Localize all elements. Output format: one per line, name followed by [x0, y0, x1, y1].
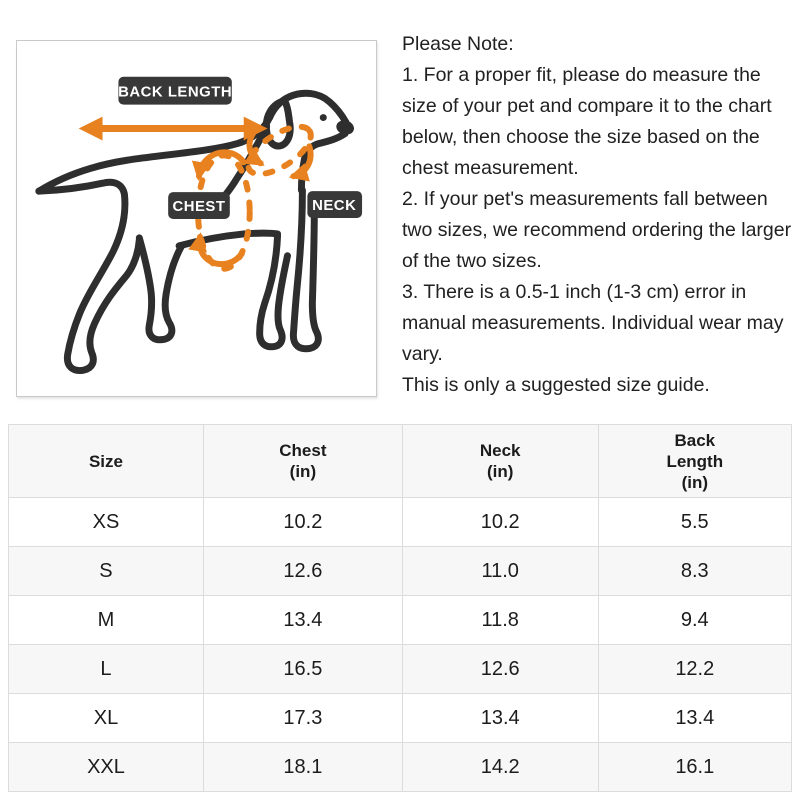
- cell-chest: 10.2: [203, 498, 402, 547]
- back-length-arrow: [79, 117, 268, 141]
- cell-chest: 12.6: [203, 547, 402, 596]
- table-row-xl: [9, 694, 792, 743]
- cell-back-length: 8.3: [598, 547, 791, 596]
- size-table: [8, 424, 792, 792]
- cell-size: XL: [9, 694, 204, 743]
- cell-back-length: 13.4: [598, 694, 791, 743]
- cell-size: XXL: [9, 743, 204, 792]
- cell-chest: 17.3: [203, 694, 402, 743]
- dog-outline: [39, 93, 346, 370]
- note-footer: This is only a suggested size guide.: [402, 374, 710, 396]
- size-diagram: [16, 40, 377, 397]
- table-row-m: [9, 596, 792, 645]
- cell-chest: 18.1: [203, 743, 402, 792]
- col-header-size: Size: [9, 425, 204, 498]
- table-row-l: [9, 645, 792, 694]
- table-header-row: [9, 425, 792, 498]
- note-text: [402, 29, 794, 401]
- col-header-neck: Neck (in): [402, 425, 598, 498]
- cell-back-length: 12.2: [598, 645, 791, 694]
- cell-back-length: 9.4: [598, 596, 791, 645]
- neck-label-text: NECK: [312, 198, 357, 215]
- cell-chest: 16.5: [203, 645, 402, 694]
- table-row-xxl: [9, 743, 792, 792]
- cell-chest: 13.4: [203, 596, 402, 645]
- col-header-chest: Chest (in): [203, 425, 402, 498]
- note-item-1: 1. For a proper fit, please do measure the size of your pet and compare it to the chart below, then choose the size based on the chest measurement.: [402, 64, 772, 179]
- cell-size: S: [9, 547, 204, 596]
- cell-back-length: 5.5: [598, 498, 791, 547]
- cell-size: M: [9, 596, 204, 645]
- col-header-back-length: Back Length (in): [598, 425, 791, 498]
- cell-size: XS: [9, 498, 204, 547]
- cell-neck: 14.2: [402, 743, 598, 792]
- cell-size: L: [9, 645, 204, 694]
- note-item-2: 2. If your pet's measurements fall between two sizes, we recommend ordering the larger of the two sizes.: [402, 188, 792, 272]
- chest-label-text: CHEST: [172, 199, 226, 216]
- cell-neck: 11.0: [402, 547, 598, 596]
- cell-neck: 12.6: [402, 645, 598, 694]
- note-item-3: 3. There is a 0.5-1 inch (1-3 cm) error in manual measurements. Individual wear may vary.: [402, 281, 784, 365]
- dog-measurement-illustration: [17, 41, 376, 396]
- cell-neck: 10.2: [402, 498, 598, 547]
- note-title: Please Note:: [402, 33, 514, 55]
- cell-neck: 13.4: [402, 694, 598, 743]
- table-row-s: [9, 547, 792, 596]
- table-row-xs: [9, 498, 792, 547]
- dog-eye: [320, 114, 327, 121]
- cell-neck: 11.8: [402, 596, 598, 645]
- cell-back-length: 16.1: [598, 743, 791, 792]
- back-length-label-text: BACK LENGTH: [118, 84, 233, 101]
